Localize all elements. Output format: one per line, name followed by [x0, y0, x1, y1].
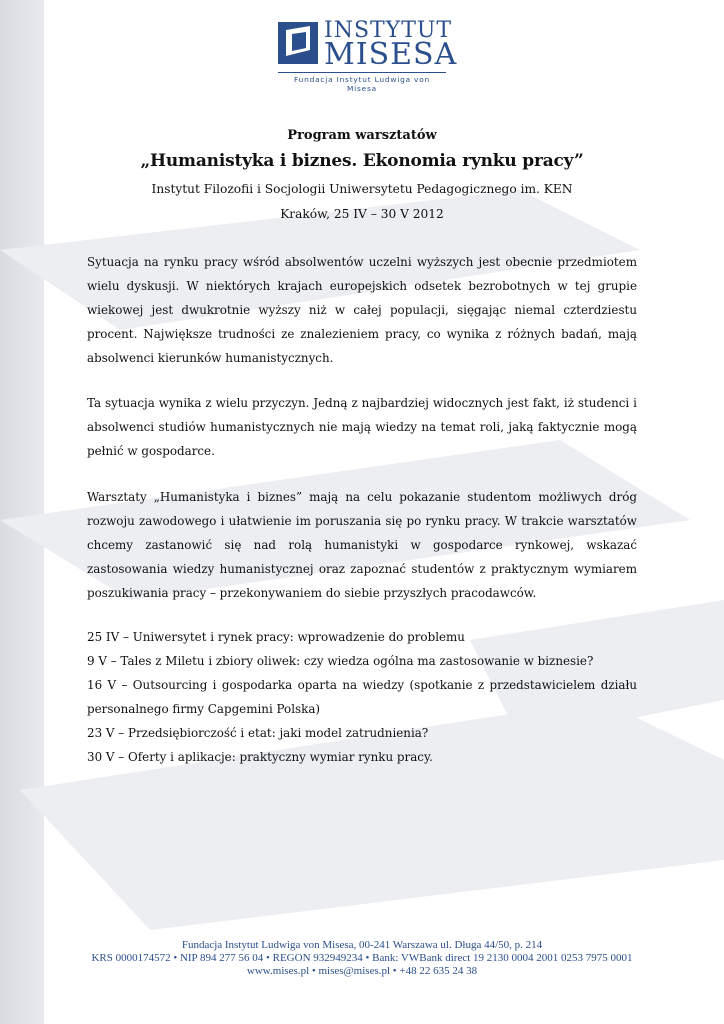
- schedule-item: 25 IV – Uniwersytet i rynek pracy: wprowadzenie do problemu: [87, 630, 465, 644]
- workshop-title: „Humanistyka i biznes. Ekonomia rynku pracy”: [140, 151, 584, 171]
- schedule-list: [87, 625, 637, 769]
- institution-name: Instytut Filozofii i Socjologii Uniwersytetu Pedagogicznego im. KEN: [151, 182, 573, 196]
- footer-contact: www.mises.pl • mises@mises.pl • +48 22 635 24 38: [246, 965, 478, 977]
- paragraph-causes: Ta sytuacja wynika z wielu przyczyn. Jedną z najbardziej widocznych jest fakt, iż studenci i absolwenci studiów humanistycznych nie mają wiedzy na temat roli, jaką faktycznie mogą pełnić w gospodarce.: [87, 396, 637, 458]
- logo-word-misesa: MISESA: [324, 37, 458, 72]
- schedule-item: 30 V – Oferty i aplikacje: praktyczny wymiar rynku pracy.: [87, 750, 433, 764]
- schedule-item: 16 V – Outsourcing i gospodarka oparta na wiedzy (spotkanie z przedstawicielem działu personalnego firmy Capgemini Polska): [87, 678, 637, 716]
- paragraph-goals: Warsztaty „Humanistyka i biznes” mają na celu pokazanie studentom możliwych dróg rozwoju zawodowego i ułatwienie im poruszania się po rynku pracy. W trakcie warsztatów chcemy zastanowić się nad rolą humanistyki w gospodarce rynkowej, wskazać zastosowania wiedzy humanistycznej oraz zapoznać studentów z praktycznym wymiarem poszukiwania pracy – przekonywaniem do siebie przyszłych pracodawców.: [87, 490, 637, 600]
- logo-subtitle: Fundacja Instytut Ludwiga von Misesa: [293, 75, 431, 93]
- place-and-dates: Kraków, 25 IV – 30 V 2012: [280, 207, 444, 221]
- program-label: Program warsztatów: [287, 128, 437, 143]
- paragraph-intro: Sytuacja na rynku pracy wśród absolwentów uczelni wyższych jest obecnie przedmiotem wielu dyskusji. W niektórych krajach europejskich odsetek bezrobotnych w tej grupie wiekowej jest dwukrotnie wyższy niż w całej populacji, sięgając niemal czterdziestu procent. Największe trudności ze znalezieniem pracy, co wynika z różnych badań, mają absolwenci kierunków humanistycznych.: [87, 255, 637, 365]
- institute-logo: [276, 18, 458, 93]
- footer-address: Fundacja Instytut Ludwiga von Misesa, 00-241 Warszawa ul. Długa 44/50, p. 214: [181, 939, 543, 951]
- schedule-item: 9 V – Tales z Miletu i zbiory oliwek: czy wiedza ogólna ma zastosowanie w biznesie?: [87, 654, 594, 668]
- page-footer: [44, 939, 680, 978]
- footer-registration: KRS 0000174572 • NIP 894 277 56 04 • REGON 932949234 • Bank: VWBank direct 19 2130 0004 2001 0253 7975 0001: [91, 952, 633, 964]
- logo-divider: [278, 72, 446, 73]
- schedule-item: 23 V – Przedsiębiorczość i etat: jaki model zatrudnienia?: [87, 726, 429, 740]
- logo-mark-icon: [276, 20, 320, 66]
- logo-word-instytut: INSTYTUT: [324, 18, 453, 43]
